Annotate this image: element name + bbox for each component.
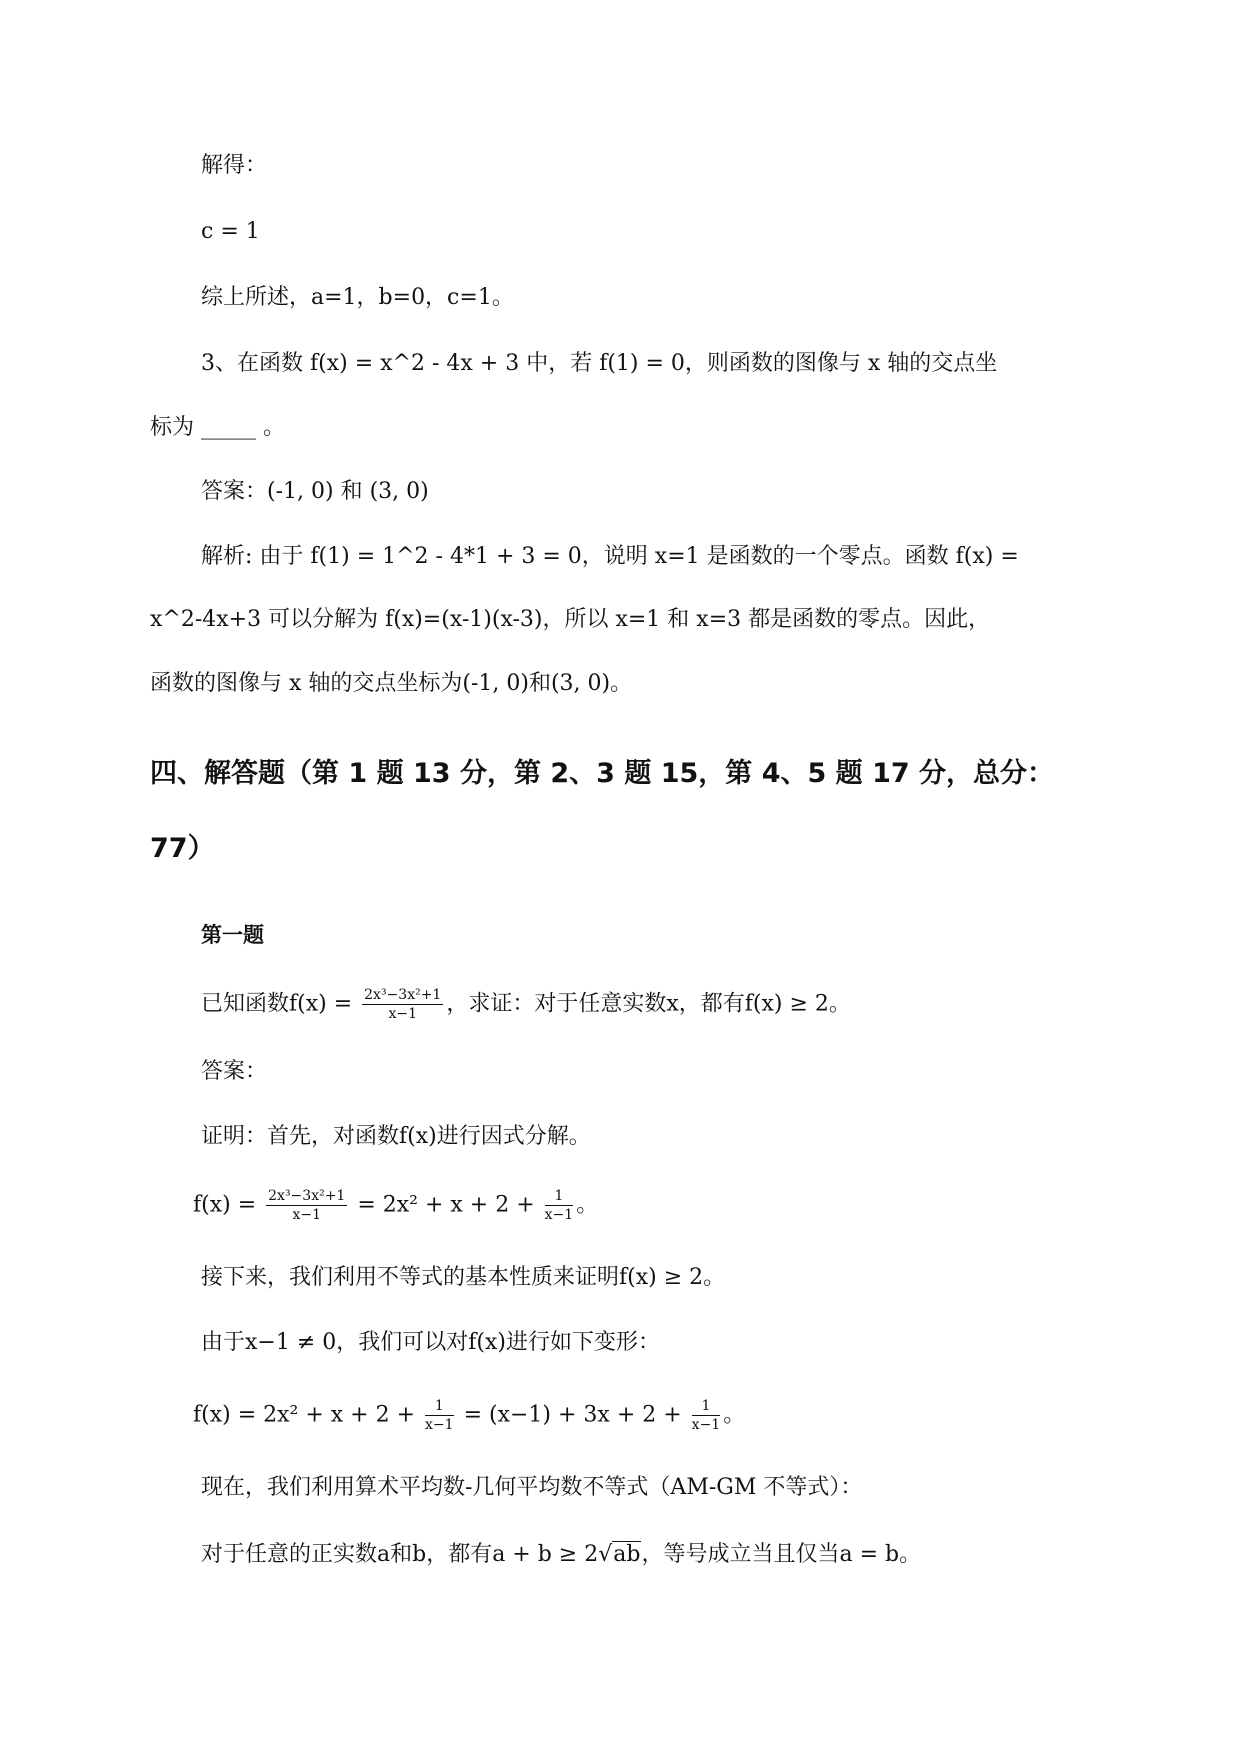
numerator: 2x³−3x²+1 bbox=[364, 987, 442, 1003]
transform-intro: 由于x−1 ≠ 0，我们可以对f(x)进行如下变形： bbox=[201, 1330, 660, 1355]
amgm-prefix: 对于任意的正实数a和b，都有a + b ≥ 2 bbox=[201, 1542, 599, 1567]
eq1-mid: = 2x² + x + 2 + bbox=[350, 1192, 542, 1218]
problem-statement bbox=[201, 987, 851, 1022]
proof-intro: 证明：首先，对函数f(x)进行因式分解。 bbox=[201, 1124, 591, 1149]
equation-2 bbox=[193, 1398, 745, 1433]
numerator: 1 bbox=[425, 1398, 454, 1416]
denominator: x−1 bbox=[388, 1006, 418, 1022]
amgm-statement bbox=[201, 1539, 921, 1571]
statement-suffix: ，求证：对于任意实数x，都有f(x) ≥ 2。 bbox=[446, 991, 851, 1017]
equation-1 bbox=[193, 1188, 598, 1223]
fraction bbox=[425, 1398, 454, 1433]
question-3-analysis: x^2-4x+3 可以分解为 f(x)=(x-1)(x-3)，所以 x=1 和 x=3 都是函数的零点。因此， bbox=[150, 607, 991, 632]
eq2-prefix: f(x) = 2x² + x + 2 + bbox=[193, 1402, 423, 1428]
text-line: c = 1 bbox=[201, 219, 260, 244]
eq1-end: 。 bbox=[576, 1192, 599, 1218]
question-3-answer: 答案：(-1, 0) 和 (3, 0) bbox=[201, 479, 429, 504]
statement-prefix: 已知函数f(x) = bbox=[201, 991, 360, 1017]
question-3-analysis: 函数的图像与 x 轴的交点坐标为(-1, 0)和(3, 0)。 bbox=[150, 671, 633, 696]
denominator: x−1 bbox=[292, 1207, 322, 1223]
section-heading: 四、解答题（第 1 题 13 分，第 2、3 题 15，第 4、5 题 17 分，总分： bbox=[150, 758, 1055, 789]
denominator: x−1 bbox=[425, 1417, 454, 1433]
amgm-suffix: ，等号成立当且仅当a = b。 bbox=[641, 1542, 922, 1567]
denominator: x−1 bbox=[544, 1207, 574, 1223]
numerator: 2x³−3x²+1 bbox=[268, 1188, 346, 1204]
denominator: x−1 bbox=[691, 1417, 721, 1433]
sqrt-symbol: √ab bbox=[598, 1542, 641, 1567]
numerator: 1 bbox=[545, 1188, 574, 1206]
eq2-mid: = (x−1) + 3x + 2 + bbox=[456, 1402, 689, 1428]
amgm-intro: 现在，我们利用算术平均数-几何平均数不等式（AM-GM 不等式）： bbox=[201, 1475, 863, 1500]
text-line: 综上所述，a=1，b=0，c=1。 bbox=[201, 285, 514, 310]
eq2-end: 。 bbox=[723, 1402, 746, 1428]
section-heading: 77） bbox=[150, 833, 215, 864]
text-line: 解得： bbox=[201, 153, 268, 178]
eq1-prefix: f(x) = bbox=[193, 1192, 264, 1218]
fraction bbox=[362, 987, 443, 1022]
question-3-analysis: 解析: 由于 f(1) = 1^2 - 4*1 + 3 = 0，说明 x=1 是函数的一个零点。函数 f(x) = bbox=[201, 544, 1019, 569]
answer-label: 答案： bbox=[201, 1059, 268, 1084]
fraction bbox=[266, 1188, 347, 1223]
problem-title: 第一题 bbox=[201, 923, 264, 947]
fraction bbox=[692, 1398, 721, 1433]
fraction bbox=[545, 1188, 574, 1223]
next-step: 接下来，我们利用不等式的基本性质来证明f(x) ≥ 2。 bbox=[201, 1265, 726, 1290]
numerator: 1 bbox=[692, 1398, 721, 1416]
question-3-line: 3、在函数 f(x) = x^2 - 4x + 3 中，若 f(1) = 0，则函数的图像与 x 轴的交点坐 bbox=[201, 351, 998, 376]
question-3-line: 标为 _____ 。 bbox=[150, 415, 285, 440]
radicand: ab bbox=[613, 1542, 641, 1567]
